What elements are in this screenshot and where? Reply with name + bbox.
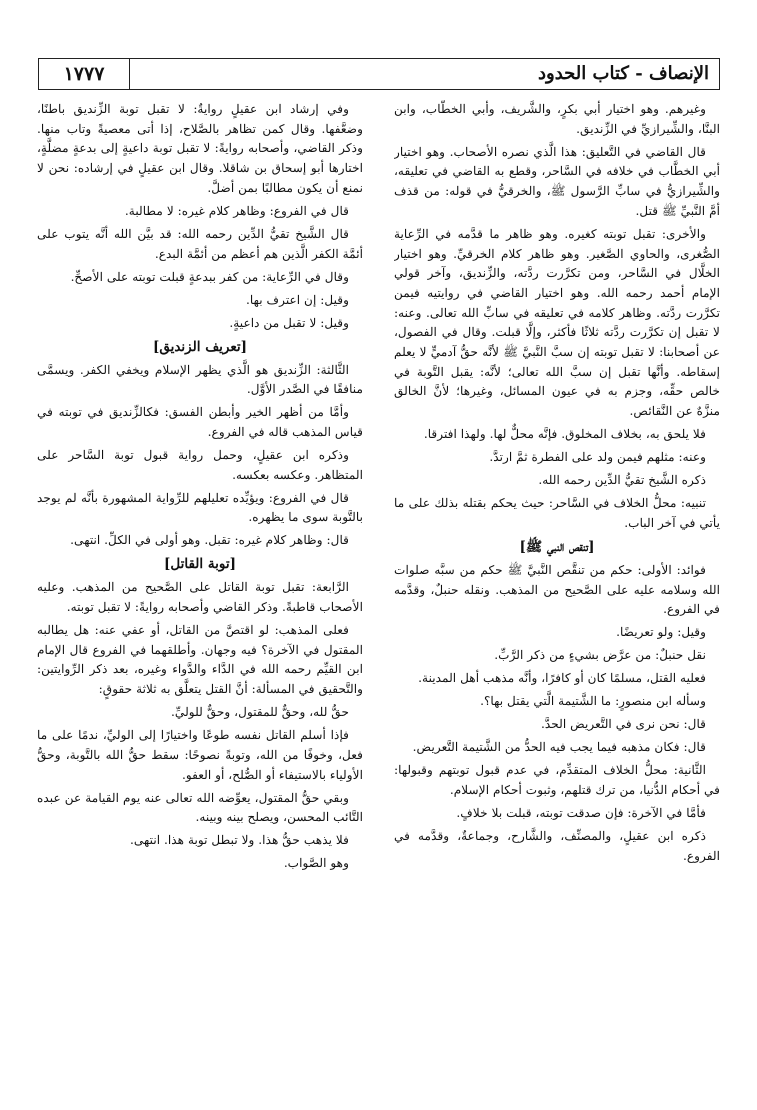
page-number: ١٧٧٧ — [63, 63, 105, 85]
left-column-paragraph: فعلى المذهب: لو اقتصَّ من القاتل، أو عفي عنه: هل يطالبه المقتول في الآخرة؟ فيه وجهان. وأطلقهما في الفروع قال الإمام ابن القيِّم رحمه الله في الدَّاء والدَّواء وغيره، بعد ذكر الرِّوايتين: والتَّحقيق في المسألة: أنَّ القتل يتعلَّق به ثلاثة حقوقٍ: — [37, 623, 363, 697]
left-column-paragraph: قال الشَّيخ تقيُّ الدِّين رحمه الله: قد بيَّن الله أنَّه يتوب على أئمَّة الكفر الَّذين هم أعظم من أئمَّة البدع. — [37, 226, 363, 261]
right-column-paragraph: وسأله ابن منصورٍ: ما الشَّتيمة الَّتي يقتل بها؟. — [480, 694, 706, 709]
right-column-paragraph: ذكره ابن عقيلٍ، والمصنِّف، والشَّارح، وجماعةٌ، وقدَّمه في الفروع. — [394, 828, 720, 863]
left-column-paragraph: وأمَّا من أظهر الخير وأبطن الفسق: فكالزِّنديق في توبته في قياس المذهب قاله في الفروع. — [37, 405, 363, 439]
right-column-paragraph: الثَّانية: محلُّ الخلاف المتقدِّم، في عدم قبول توبتهم وقبولها: في أحكام الدُّنيا، من ترك قتلهم، وثبوت أحكام الإسلام. — [394, 763, 720, 797]
right-text-column — [394, 100, 720, 1095]
running-title: الإنصاف - كتاب الحدود — [538, 63, 709, 84]
page-header — [38, 58, 720, 90]
right-column-paragraph: فوائد: الأولى: حكم من تنقَّص النَّبيَّ ﷺ حكم من سبَّه صلوات الله وسلامه عليه على الصَّحيح من المذهب. ونقله حنبلٌ، وقدَّمه في الفروع. — [394, 562, 720, 617]
left-column-section-heading: [توبة القاتل] — [164, 556, 236, 573]
left-column-paragraph: وفي إرشاد ابن عقيلٍ روايةٌ: لا تقبل توبة الزِّنديق باطنًا، وضعَّفها. وقال كمن تظاهر بالصَّلاح، إذا أتى معصيةً وتاب منها. وذكر القاضي، وأصحابه روايةً: لا تقبل توبة داعيةٍ إلى بدعةٍ مضلَّةٍ، اختارها أبو إسحاق بن شاقلا. وقال ابن عقيلٍ في إرشاده: نحن لا نمنع أن يكون مطالبًا بمن أضلَّ. — [37, 102, 363, 195]
left-text-column — [37, 100, 363, 1095]
right-column-paragraph: فعليه القتل، مسلمًا كان أو كافرًا، وأنَّه مذهب أهل المدينة. — [418, 671, 706, 686]
right-column-paragraph: قال القاضي في التَّعليق: هذا الَّذي نصره الأصحاب. وهو اختيار أبي الخطَّاب في خلافه في السَّاحر، وقطع به القاضي في تعليقه، والشِّيرازيُّ في سابِّ الرَّسول ﷺ، والخرقيُّ في قوله: من قذف أمَّ النَّبيِّ ﷺ قتل. — [394, 144, 720, 218]
right-column-paragraph: قال: نحن نرى في التَّعريض الحدَّ. — [541, 717, 706, 732]
left-column-paragraph: حقُّ لله، وحقٌّ للمقتول، وحقٌّ للوليِّ. — [171, 705, 349, 720]
right-column-paragraph: والأخرى: تقبل توبته كغيره. وهو ظاهر ما قدَّمه في الرِّعاية الصُّغرى، والحاوي الصَّغير. وهو ظاهر كلام الخرقيِّ. وهو اختيار الخلَّال في السَّاحر، ومن تكرَّرت ردَّته، والزِّنديق، وآخر قولي الإمام أحمد رحمه الله. وهو اختيار القاضي في روايتيه فيمن تكرَّرت ردَّته. وظاهر كلامه في تعليقه في سابِّ الله تعالى. وعنه: لا تقبل إن تكرَّرت ردَّته ثلاثًا فأكثر، وإلَّا قبلت. وقال في الفصول، عن أصحابنا: لا تقبل توبته إن سبَّ النَّبيَّ ﷺ لأنَّه حقُّ آدميٍّ لا يعلم إسقاطه. وأنَّها تقبل إن سبَّ الله تعالى؛ لأنَّه: يقبل التَّوبة في خالص حقِّه، وجزم به في عيون المسائل، وغيرها؛ لأنَّ الخالق منزَّهٌ عن النَّقائص. — [394, 226, 720, 419]
right-column-paragraph: نقل حنبلٌ: من عرَّض بشيءٍ من ذكر الرَّبِّ. — [494, 648, 706, 663]
right-column-paragraph: وعنه: مثلهم فيمن ولد على الفطرة ثمَّ ارتدَّ. — [489, 450, 706, 465]
left-column-paragraph: فإذا أسلم القاتل نفسه طوعًا واختيارًا إلى الوليِّ، ندمًا على ما فعل، وخوفًا من الله، وتوبةً نصوحًا: سقط حقُّ الله بالتَّوبة، وحقُّ الأولياء بالاستيفاء أو الصُّلح، أو العفو. — [37, 728, 363, 782]
right-column-paragraph: فأمَّا في الآخرة: فإن صدقت توبته، قبلت بلا خلافٍ. — [456, 805, 706, 820]
left-column-paragraph: الرَّابعة: تقبل توبة القاتل على الصَّحيح من المذهب. وعليه الأصحاب قاطبةً. وذكر القاضي وأصحابه روايةً: لا تقبل توبته. — [37, 580, 363, 615]
left-column-paragraph: وقيل: لا تقبل من داعيةٍ. — [229, 315, 349, 330]
right-column-paragraph: ذكره الشَّيخ تقيُّ الدِّين رحمه الله. — [538, 473, 706, 488]
left-column-paragraph: وذكره ابن عقيلٍ، وحمل رواية قبول توبة السَّاحر على المتظاهر. وعكسه بعكسه. — [37, 447, 363, 482]
left-column-paragraph: قال: وظاهر كلام غيره: تقبل. وهو أولى في الكلِّ. انتهى. — [70, 533, 349, 548]
right-column-paragraph: وقيل: ولو تعريضًا. — [616, 625, 706, 640]
left-column-section-heading: [تعريف الزنديق] — [152, 338, 248, 355]
right-column-section-heading: [تنقص النبي ﷺ] — [519, 538, 595, 555]
left-column-paragraph: وهو الصَّواب. — [283, 856, 349, 871]
right-column-paragraph: قال: فكان مذهبه فيما يجب فيه الحدُّ من الشَّتيمة التَّعريض. — [412, 740, 706, 755]
left-column-paragraph: فلا يذهب حقُّ هذا. ولا تبطل توبة هذا. انتهى. — [130, 833, 349, 848]
header-divider — [129, 59, 130, 89]
right-column-paragraph: تنبيه: محلُّ الخلاف في السَّاحر: حيث يحكم بقتله بذلك على ما يأتي في آخر الباب. — [394, 496, 720, 530]
right-column-paragraph: فلا يلحق به، بخلاف المخلوق. فإنَّه محلٌّ لها. ولهذا افترقا. — [423, 427, 706, 442]
left-column-paragraph: الثَّالثة: الزِّنديق هو الَّذي يظهر الإسلام ويخفي الكفر. ويسمَّى منافقًا في الصَّدر الأوَّل. — [37, 362, 363, 397]
left-column-paragraph: وقال في الرِّعاية: من كفر ببدعةٍ قبلت توبته على الأصحِّ. — [70, 269, 349, 284]
left-column-paragraph: قال في الفروع: ويؤيِّده تعليلهم للرِّواية المشهورة بأنَّه لم يوجد بالتَّوبة سوى ما يظهره. — [37, 490, 363, 525]
left-column-paragraph: وقيل: إن اعترف بها. — [246, 292, 349, 307]
left-column-paragraph: قال في الفروع: وظاهر كلام غيره: لا مطالبة. — [124, 203, 349, 218]
left-column-paragraph: وبقي حقُّ المقتول، يعوِّضه الله تعالى عنه يوم القيامة عن عبده التَّائب المحسن، ويصلح بينه وبينه. — [37, 790, 363, 825]
right-column-paragraph: وغيرهم. وهو اختيار أبي بكرٍ، والشَّريف، وأبي الخطَّاب، وابن البنَّا، والشِّيرازيِّ في الزِّنديق. — [394, 102, 720, 136]
